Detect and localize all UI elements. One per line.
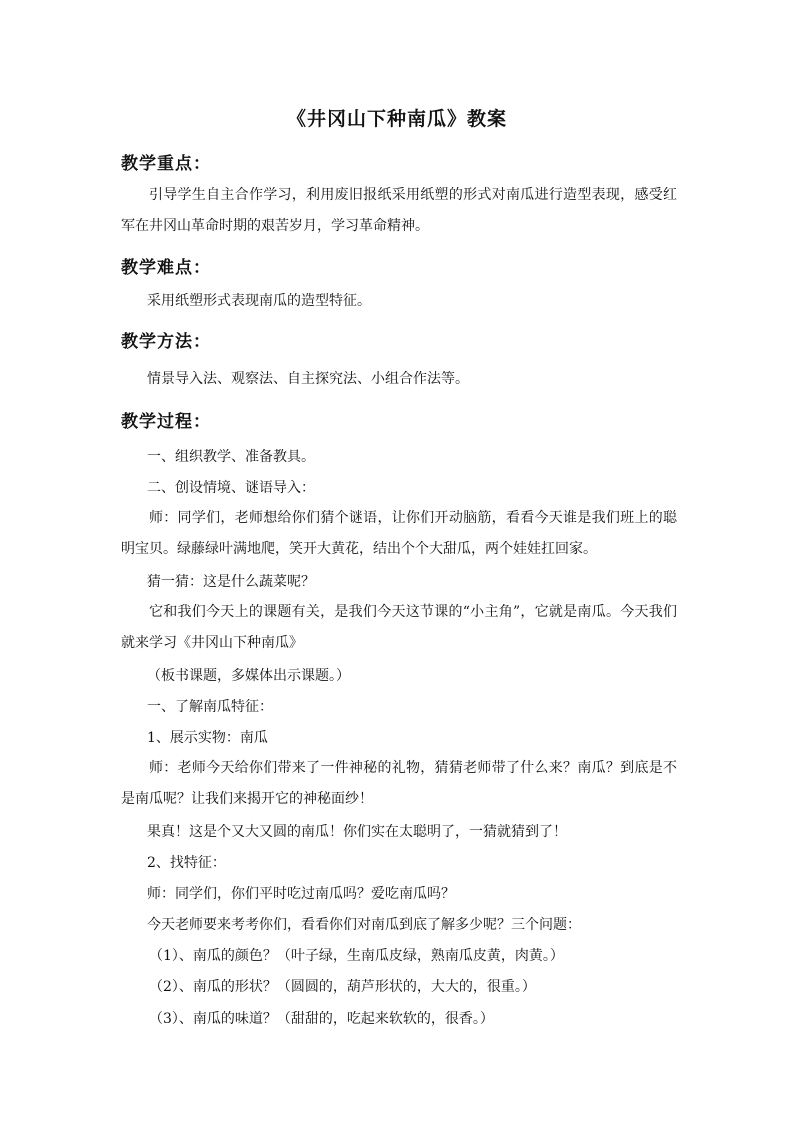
paragraph-teaching-difficulty: 采用纸塑形式表现南瓜的造型特征。 <box>147 293 371 309</box>
question-item: （2）、南瓜的形状？（圆圆的，葫芦形状的，大大的，很重。） <box>149 979 536 995</box>
process-line: 果真！这是个又大又圆的南瓜！你们实在太聪明了，一猜就猜到了！ <box>147 824 567 840</box>
heading-teaching-process: 教学过程： <box>121 412 211 432</box>
process-line: 二、创设情境、谜语导入： <box>147 480 315 496</box>
process-line: （板书课题，多媒体出示课题。） <box>147 668 350 684</box>
process-line: 1、展示实物：南瓜 <box>147 730 268 746</box>
process-line: 猜一猜：这是什么蔬菜呢？ <box>147 574 315 590</box>
process-line: 一、组织教学、准备教具。 <box>147 449 315 465</box>
process-paragraph: 它和我们今天上的课题有关，是我们今天这节课的“小主角”，它就是南瓜。今天我们就来学习《井冈山下种南瓜》 <box>121 604 677 651</box>
heading-teaching-method: 教学方法： <box>121 332 211 352</box>
process-line: 2、找特征： <box>147 855 226 871</box>
paragraph-teaching-focus: 引导学生自主合作学习，利用废旧报纸采用纸塑的形式对南瓜进行造型表现，感受红军在井冈山革命时期的艰苦岁月，学习革命精神。 <box>121 187 677 234</box>
process-line: 一、了解南瓜特征： <box>147 699 273 715</box>
heading-teaching-focus: 教学重点： <box>121 154 211 174</box>
document-title: 《井冈山下种南瓜》教案 <box>286 108 507 130</box>
question-item: （1）、南瓜的颜色？（叶子绿，生南瓜皮绿，熟南瓜皮黄，肉黄。） <box>149 948 564 964</box>
process-paragraph: 师：老师今天给你们带来了一件神秘的礼物，猜猜老师带了什么来？南瓜？到底是不是南瓜呢？让我们来揭开它的神秘面纱！ <box>121 760 677 807</box>
process-paragraph: 师：同学们，老师想给你们猜个谜语，让你们开动脑筋，看看今天谁是我们班上的聪明宝贝。绿藤绿叶满地爬，笑开大黄花，结出个个大甜瓜，两个娃娃扛回家。 <box>121 510 677 557</box>
question-item: （3）、南瓜的味道？（甜甜的，吃起来软软的，很香。） <box>149 1011 494 1027</box>
paragraph-teaching-method: 情景导入法、观察法、自主探究法、小组合作法等。 <box>147 371 469 387</box>
heading-teaching-difficulty: 教学难点： <box>121 258 211 278</box>
process-line: 师：同学们，你们平时吃过南瓜吗？爱吃南瓜吗？ <box>147 886 455 902</box>
process-line: 今天老师要来考考你们，看看你们对南瓜到底了解多少呢？三个问题： <box>147 917 581 933</box>
